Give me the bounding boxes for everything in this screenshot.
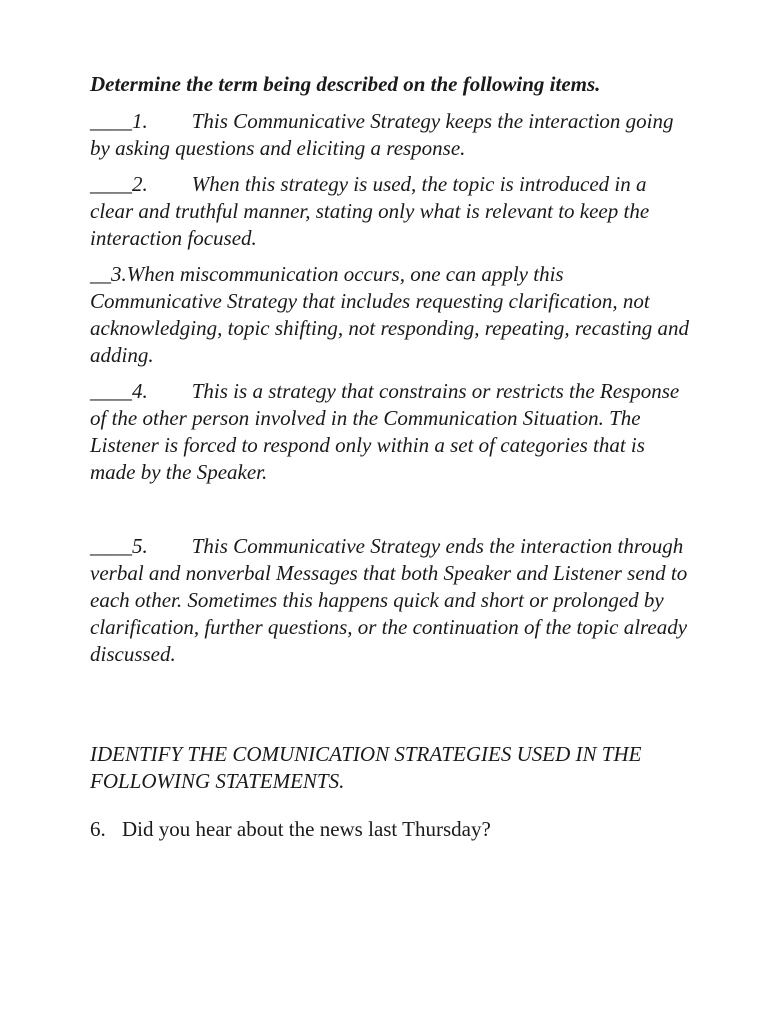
item-text: When miscommunication occurs, one can apply this Communicative Strategy that includes requesting clarification, not acknowledging, topic shifting, not responding, repeating, recasting and adding. [90, 262, 690, 367]
item-text: When this strategy is used, the topic is introduced in a clear and truthful manner, stating only what is relevant to keep the interaction focused. [90, 172, 650, 250]
item-number: 3. [111, 262, 127, 286]
item-number: 4. [132, 379, 148, 403]
document-page [90, 71, 690, 864]
section-2-heading: IDENTIFY THE COMUNICATION STRATEGIES USED IN THE FOLLOWING STATEMENTS. [90, 742, 642, 793]
question-number: 6. [90, 817, 106, 841]
instructions-heading: Determine the term being described on the following items. [90, 72, 601, 96]
question-6 [90, 816, 690, 843]
answer-blank: ____ [90, 109, 132, 133]
answer-blank: ____ [90, 172, 132, 196]
question-text: Did you hear about the news last Thursday? [122, 817, 491, 841]
item-number: 5. [132, 534, 148, 558]
item-text: This Communicative Strategy keeps the interaction going by asking questions and eliciting a response. [90, 109, 674, 160]
item-1 [90, 108, 690, 162]
item-4 [90, 378, 690, 486]
item-2 [90, 171, 690, 252]
answer-blank: ____ [90, 379, 132, 403]
answer-blank: ____ [90, 534, 132, 558]
item-number: 1. [132, 109, 148, 133]
answer-blank: __ [90, 262, 111, 286]
item-text: This is a strategy that constrains or restricts the Response of the other person involved in the Communication Situation. The Listener is forced to respond only within a set of categories that is made by the Speaker. [90, 379, 680, 484]
item-3 [90, 261, 690, 369]
item-5 [90, 533, 690, 668]
item-text: This Communicative Strategy ends the interaction through verbal and nonverbal Messages that both Speaker and Listener send to each other. Sometimes this happens quick and short or prolonged by clarification, further questions, or the continuation of the topic already discussed. [90, 534, 688, 666]
item-number: 2. [132, 172, 148, 196]
